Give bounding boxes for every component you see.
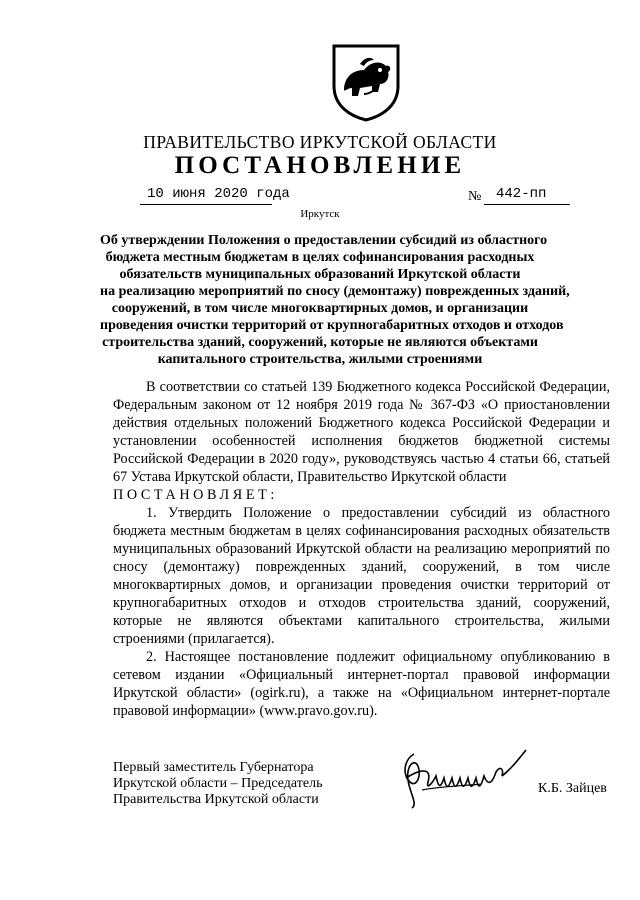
decree-word: ПОСТАНОВЛЯЕТ: (113, 487, 278, 503)
position-line: Правительства Иркутской области (113, 792, 319, 807)
position-line: Первый заместитель Губернатора (113, 760, 314, 775)
item-1-paragraph: 1. Утвердить Положение о предоставлении субсидий из областного бюджета местным бюджетам в целях софинансирования расходных обязательств муниципальных образований Иркутской области на реализацию мероприятий по сносу (демонтажу) поврежденных зданий, сооружений, в том числе многоквартирных домов, и организации проведения очистки территорий от крупногабаритных отходов и отходов строительства зданий, сооружений, которые не являются объектами капитального строительства, жилыми строениями (прилагается). (113, 505, 610, 647)
document-title (100, 232, 570, 368)
date-underline (140, 204, 272, 205)
signatory-position (113, 760, 322, 808)
title-line: строительства зданий, сооружений, которые не являются объектами (102, 335, 538, 350)
title-line: капитального строительства, жилыми строениями (157, 352, 483, 367)
handwritten-signature (392, 746, 532, 812)
number-underline (484, 204, 570, 205)
signer-name: К.Б. Зайцев (538, 781, 607, 796)
title-line: проведения очистки территорий от крупногабаритных отходов и отходов (100, 318, 564, 333)
document-number: 442-пп (496, 186, 547, 202)
irkutsk-emblem-icon (330, 42, 402, 122)
title-line: сооружений, в том числе многоквартирных домов, и организации (111, 301, 529, 316)
position-line: Иркутской области – Председатель (113, 776, 323, 791)
document-body (113, 378, 610, 720)
item-2-paragraph: 2. Настоящее постановление подлежит официальному опубликованию в сетевом издании «Официальный интернет-портал правовой информации Иркутской области» (ogirk.ru), а также на «Официальном интернет-портале правовой информации» (www.pravo.gov.ru). (113, 649, 610, 719)
document-date: 10 июня 2020 года (147, 186, 290, 202)
document-type: ПОСТАНОВЛЕНИЕ (174, 152, 466, 179)
number-sign: № (468, 189, 482, 204)
preamble-paragraph: В соответствии со статьей 139 Бюджетного кодекса Российской Федерации, Федеральным законом от 12 ноября 2019 года № 367-ФЗ «О приостановлении действия отдельных положений Бюджетного кодекса Российской Федерации и установлении особенностей исполнения бюджетов бюджетной системы Российской Федерации в 2020 году», руководствуясь частью 4 статьи 66, статьей 67 Устава Иркутской области, Правительство Иркутской области (113, 379, 610, 485)
title-line: обязательств муниципальных образований Иркутской области (119, 267, 521, 282)
title-line: на реализацию мероприятий по сносу (демонтажу) поврежденных зданий, (100, 284, 570, 299)
city-name: Иркутск (300, 208, 340, 220)
title-line: бюджета местным бюджетам в целях софинансирования расходных (105, 250, 535, 265)
government-name: ПРАВИТЕЛЬСТВО ИРКУТСКОЙ ОБЛАСТИ (143, 132, 497, 152)
title-line: Об утверждении Положения о предоставлении субсидий из областного (100, 233, 548, 248)
